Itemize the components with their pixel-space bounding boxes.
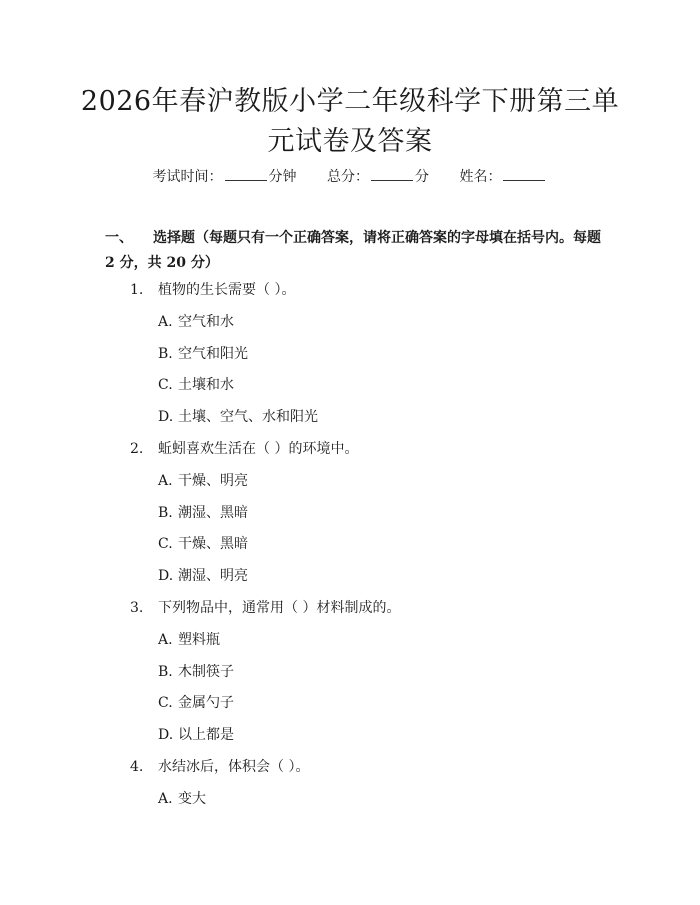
question-1-option-b <box>158 344 248 364</box>
question-4 <box>130 757 309 777</box>
question-2-option-d <box>158 566 248 586</box>
option-text: 土壤和水 <box>178 377 234 394</box>
option-letter: C. <box>158 377 173 394</box>
question-number: 1. <box>130 282 144 298</box>
page-title: 2026年春沪教版小学二年级科学下册第三单元试卷及答案 <box>80 86 620 157</box>
option-letter: D. <box>158 727 174 744</box>
exam-time-blank <box>225 167 267 181</box>
question-2-option-c <box>158 534 248 554</box>
question-4-option-a <box>158 789 206 809</box>
exam-time-unit: 分钟 <box>268 169 297 185</box>
question-2-option-a <box>158 471 248 491</box>
option-text: 以上都是 <box>178 727 234 744</box>
question-1-option-d <box>158 407 318 427</box>
total-score-field <box>327 169 429 185</box>
question-3-option-c <box>158 693 234 713</box>
question-text: 下列物品中，通常用（ ）材料制成的。 <box>158 600 401 616</box>
option-letter: B. <box>158 663 173 680</box>
question-3-option-d <box>158 725 234 745</box>
option-letter: D. <box>158 409 174 426</box>
option-text: 空气和水 <box>178 313 234 330</box>
option-text: 土壤、空气、水和阳光 <box>178 409 318 426</box>
question-1-option-c <box>158 375 234 395</box>
option-text: 潮湿、明亮 <box>178 568 248 585</box>
question-number: 2. <box>130 441 144 457</box>
student-name-blank <box>503 167 545 181</box>
question-1 <box>130 280 295 300</box>
option-text: 塑料瓶 <box>178 631 220 648</box>
option-letter: C. <box>158 536 173 553</box>
option-text: 变大 <box>178 790 206 807</box>
option-text: 干燥、明亮 <box>178 472 248 489</box>
option-letter: B. <box>158 345 173 362</box>
option-text: 潮湿、黑暗 <box>178 504 248 521</box>
option-text: 金属勺子 <box>178 695 234 712</box>
option-letter: A. <box>158 631 173 648</box>
student-name-field <box>459 169 547 185</box>
question-2-option-b <box>158 503 248 523</box>
option-letter: A. <box>158 790 173 807</box>
question-number: 4. <box>130 759 144 775</box>
question-3 <box>130 598 400 618</box>
question-3-option-b <box>158 662 234 682</box>
total-score-blank <box>371 167 413 181</box>
question-text: 蚯蚓喜欢生活在（ ）的环境中。 <box>158 441 359 457</box>
total-score-unit: 分 <box>415 169 429 185</box>
option-text: 干燥、黑暗 <box>178 536 248 553</box>
exam-info <box>0 166 700 188</box>
exam-time-field <box>153 169 297 185</box>
option-text: 空气和阳光 <box>178 345 248 362</box>
option-letter: A. <box>158 313 173 330</box>
section-heading <box>105 226 615 276</box>
section-number: 一、 <box>105 230 133 246</box>
section-text: 选择题（每题只有一个正确答案，请将正确答案的字母填在括号内。每题 2 分，共 20 分） <box>105 230 601 271</box>
option-letter: D. <box>158 568 174 585</box>
question-number: 3. <box>130 600 144 616</box>
option-text: 木制筷子 <box>178 663 234 680</box>
option-letter: C. <box>158 695 173 712</box>
question-text: 水结冰后，体积会（ ）。 <box>158 759 310 775</box>
student-name-label: 姓名： <box>459 169 502 185</box>
question-text: 植物的生长需要（ ）。 <box>158 282 296 298</box>
question-2 <box>130 439 358 459</box>
total-score-label: 总分： <box>327 169 369 185</box>
question-3-option-a <box>158 630 220 650</box>
option-letter: B. <box>158 504 173 521</box>
option-letter: A. <box>158 472 173 489</box>
question-1-option-a <box>158 312 234 332</box>
exam-time-label: 考试时间： <box>152 169 223 185</box>
